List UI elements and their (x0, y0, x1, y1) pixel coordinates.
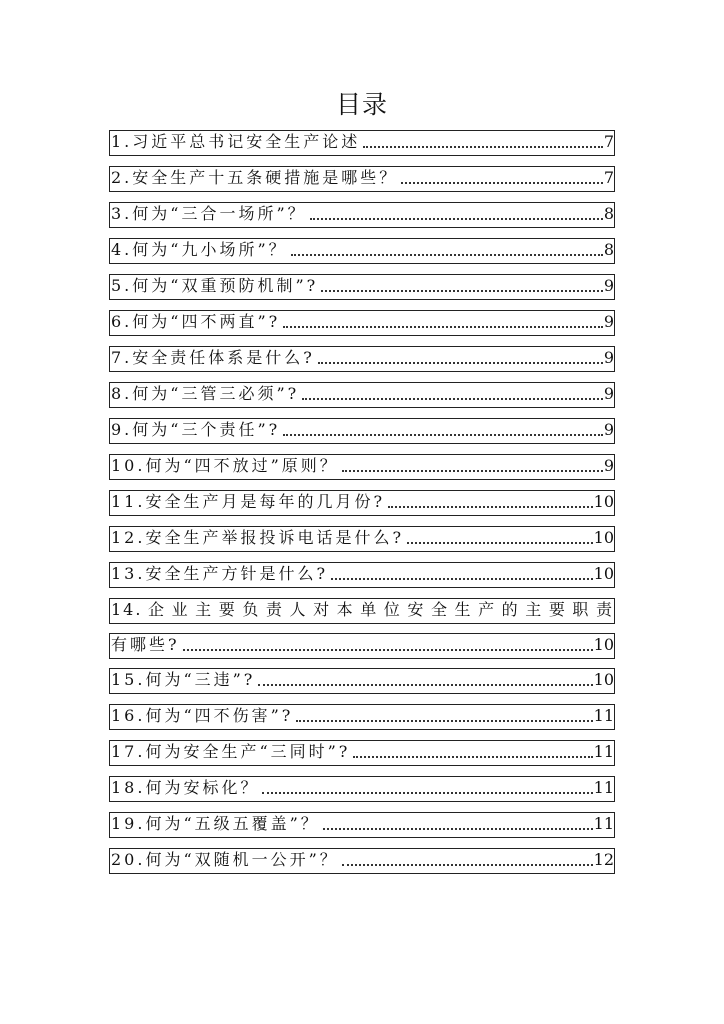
toc-page-number: 9 (603, 384, 614, 403)
toc-entry-text: 10.何为“四不放过”原则？ (111, 456, 339, 475)
toc-entry-15[interactable] (109, 668, 615, 694)
dot-leader (262, 791, 592, 794)
toc-entry-text: 17.何为安全生产“三同时”? (111, 742, 351, 761)
toc-entry-text: 6.何为“四不两直”? (111, 312, 281, 331)
toc-page-number: 10 (593, 492, 614, 511)
toc-entry-text: 14.企业主要负责人对本单位安全生产的主要职责 (111, 600, 614, 619)
toc-page-number: 9 (603, 456, 614, 475)
dot-leader (183, 648, 593, 651)
toc-entry-8[interactable] (109, 382, 615, 408)
toc-entry-11[interactable] (109, 490, 615, 516)
dot-leader (283, 433, 603, 436)
toc-entry-text: 1.习近平总书记安全生产论述 (111, 132, 361, 151)
toc-entry-17[interactable] (109, 740, 615, 766)
toc-page-number: 11 (593, 778, 614, 797)
toc-entry-text: 7.安全责任体系是什么? (111, 348, 315, 367)
toc-entry-14[interactable] (109, 598, 615, 624)
table-of-contents (109, 130, 615, 884)
dot-leader (258, 683, 592, 686)
toc-page-number: 11 (593, 742, 614, 761)
dot-leader (342, 863, 593, 866)
toc-page-number: 9 (603, 348, 614, 367)
dot-leader (401, 181, 603, 184)
toc-entry-text: 19.何为“五级五覆盖”？ (111, 814, 320, 833)
dot-leader (310, 217, 603, 220)
toc-entry-7[interactable] (109, 346, 615, 372)
dot-leader (388, 505, 593, 508)
toc-entry-text: 8.何为“三管三必须”? (111, 384, 300, 403)
toc-entry-1[interactable] (109, 130, 615, 156)
toc-entry-4[interactable] (109, 238, 615, 264)
toc-page-number: 11 (593, 706, 614, 725)
toc-page-number: 12 (593, 850, 614, 869)
dot-leader (323, 827, 593, 830)
toc-page-number: 10 (593, 670, 614, 689)
toc-entry-6[interactable] (109, 310, 615, 336)
toc-page-number: 8 (603, 240, 614, 259)
toc-page-number: 10 (593, 564, 614, 583)
dot-leader (302, 397, 603, 400)
toc-entry-text: 9.何为“三个责任”? (111, 420, 281, 439)
dot-leader (296, 719, 592, 722)
toc-entry-text: 5.何为“双重预防机制”? (111, 276, 319, 295)
toc-page-number: 7 (603, 168, 614, 187)
dot-leader (321, 289, 603, 292)
toc-page-number: 9 (603, 276, 614, 295)
toc-entry-text: 16.何为“四不伤害”? (111, 706, 294, 725)
toc-page-number: 11 (593, 814, 614, 833)
page-title: 目录 (335, 90, 388, 119)
toc-page-number: 10 (593, 528, 614, 547)
toc-page-number: 9 (603, 420, 614, 439)
toc-entry-13[interactable] (109, 562, 615, 588)
toc-entry-text: 2.安全生产十五条硬措施是哪些？ (111, 168, 399, 187)
toc-entry-text: 12.安全生产举报投诉电话是什么? (111, 528, 405, 547)
toc-entry-9[interactable] (109, 418, 615, 444)
toc-entry-text-continued: 有哪些? (111, 635, 180, 654)
toc-entry-text: 3.何为“三合一场所”？ (111, 204, 307, 223)
toc-entry-text: 11.安全生产月是每年的几月份? (111, 492, 386, 511)
dot-leader (291, 253, 603, 256)
dot-leader (353, 755, 592, 758)
toc-page-number: 10 (593, 635, 614, 654)
toc-entry-text: 18.何为安标化？ (111, 778, 260, 797)
toc-entry-20[interactable] (109, 848, 615, 874)
toc-page-number: 7 (603, 132, 614, 151)
toc-entry-text: 20.何为“双随机一公开”？ (111, 850, 339, 869)
toc-entry-5[interactable] (109, 274, 615, 300)
toc-entry-2[interactable] (109, 166, 615, 192)
dot-leader (283, 325, 603, 328)
toc-entry-14-continued[interactable] (109, 633, 615, 659)
toc-entry-3[interactable] (109, 202, 615, 228)
dot-leader (342, 469, 603, 472)
toc-entry-text: 13.安全生产方针是什么? (111, 564, 329, 583)
toc-page-number: 9 (603, 312, 614, 331)
toc-entry-16[interactable] (109, 704, 615, 730)
toc-entry-12[interactable] (109, 526, 615, 552)
dot-leader (363, 145, 603, 148)
dot-leader (331, 577, 593, 580)
toc-entry-text: 15.何为“三违”? (111, 670, 256, 689)
toc-entry-text: 4.何为“九小场所”？ (111, 240, 288, 259)
toc-page-number: 8 (603, 204, 614, 223)
dot-leader (318, 361, 603, 364)
toc-entry-19[interactable] (109, 812, 615, 838)
dot-leader (407, 541, 593, 544)
toc-entry-10[interactable] (109, 454, 615, 480)
toc-entry-18[interactable] (109, 776, 615, 802)
